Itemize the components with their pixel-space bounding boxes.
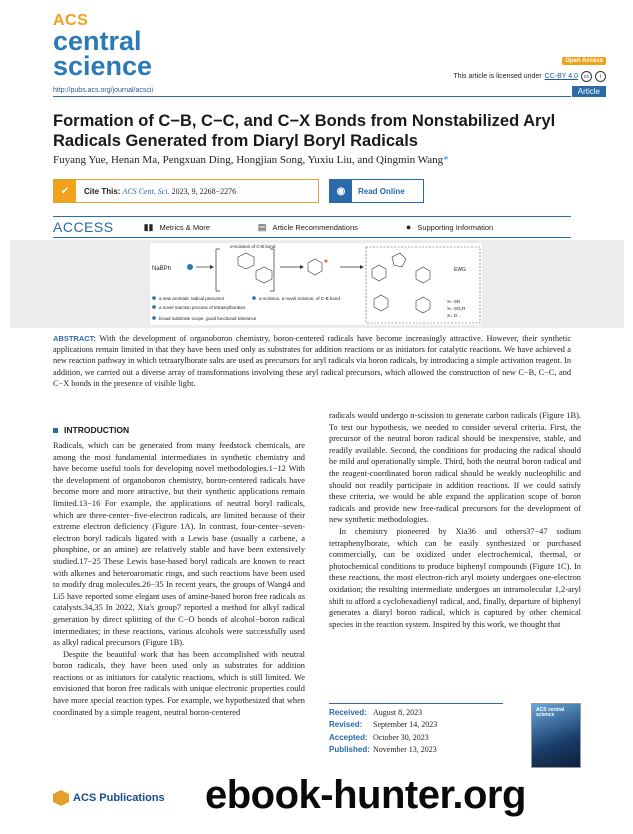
toc-bullet-3: a novel reaction process of tetraarylborates — [159, 305, 246, 310]
toc-bullet-dot — [252, 296, 256, 300]
toc-scheme — [150, 243, 482, 325]
toc-product-so2r: X= SO₂R — [447, 306, 466, 311]
cite-label: Cite This: — [84, 186, 121, 196]
cite-detail: 2023, 9, 2268−2276 — [171, 186, 237, 196]
toc-product-ewg: EWG — [454, 267, 466, 273]
abstract — [53, 333, 571, 389]
abstract-label: ABSTRACT: — [53, 334, 96, 343]
publication-dates — [329, 703, 503, 757]
authors-text: Fuyang Yue, Henan Ma, Pengxuan Ding, Hongjian Song, Yuxiu Liu, and Qingmin Wang — [53, 154, 444, 166]
toc-product-ring5 — [416, 297, 430, 313]
supporting-label: Supporting Information — [417, 222, 494, 232]
recommendations-label: Article Recommendations — [272, 222, 358, 232]
paragraph: radicals would undergo α-scission to generate carbon radicals (Figure 1B). To test our hypothesis, we needed to consider several criteria. First, the precursor of the neutral boron radical should be inexpensive, stable, and readily available. Second, the conditions for producing the radical should be mild and operationally simple. Third, both the neutral boron radical and the reagent-coordinated boron radical should be weakly nucleophilic and should not readily participate in addition reactions. If we could satisfy these criteria, we would be able expand the application scope of boron radicals and provide new free-radical precursors for the development of new synthetic methodologies. — [329, 411, 581, 525]
section-marker — [53, 428, 58, 433]
toc-bullet-4: broad substrate scope, good functional tolerance — [159, 316, 257, 321]
metrics-link[interactable] — [144, 222, 210, 233]
paragraph: Radicals, which can be generated from many feedstock chemicals, are among the most fundamental intermediates in synthetic chemistry and have become useful tools for developing novel methodologies.1−12 With the development of organoboron chemistry, boron-centered radicals have become more and more attractive, but their synthetic applications remain limited.13−16 For example, the applications of neutral boryl radicals, which are three-center−five-electron radicals, are limited because of their extreme electron deficiency (Figure 1A). In contrast, four-center−seven-electron boryl radicals ligated with a Lewis base (usually a carbene, a phosphine, or an amine) are relatively stable and have been extensively studied.17−25 These Lewis base-based boryl radicals are known to react with alkenes and heteroaromatic rings, and such reactions have been used to modify drug molecules.26−35 In recent years, the groups of Wang4 and Li5 have reported some elegant uses of amine-based boron free radicals as catalysts.34,35 In 2022, Xia's group7 reported a method for alkyl radical generation by direct splitting of the C−O bonds of alcohol−boron radical intermediates; in these reactions, various alcohols were successfully used as alkyl radical precursors (Figure 1B). — [53, 441, 305, 648]
abstract-text: With the development of organoboron chemistry, boron-centered radicals have become increasingly attractive. However, their synthetic applications remain limited in that they have been used only as substrates for addition reactions or as initiators for catalytic reactions. We have achieved a new reaction pathway in which tetraarylborate salts are used as precursors for aryl radicals via boron radicals, by introducing a simple activation reagent. In addition, we carried out a diverse array of transformations involving these aryl radical precursors, which allowed the construction of new C−B, C−C, and C−X bonds in the presence of visible light. — [53, 334, 571, 388]
toc-aryl-radical — [308, 259, 322, 275]
toc-bullet-2: α-scission, a novel scission, of C-B bond — [259, 296, 340, 301]
article-type-label: Article — [572, 86, 606, 97]
watermark: ebook-hunter.org — [205, 773, 526, 817]
recommendations-link[interactable] — [258, 222, 358, 233]
date-row: Published: November 13, 2023 — [329, 745, 437, 755]
journal-logo — [53, 12, 153, 81]
toc-ring1 — [238, 253, 254, 269]
toc-reagent: NaBPh — [152, 266, 172, 272]
corresponding-mark[interactable]: * — [443, 154, 449, 166]
cite-journal: ACS Cent. Sci. — [122, 186, 170, 196]
toc-alpha-label: α-scission of C-B bond — [230, 244, 276, 249]
publisher-name: ACS Publications — [73, 792, 165, 804]
license-link[interactable]: CC-BY 4.0 — [544, 73, 578, 80]
license-prefix: This article is licensed under — [453, 73, 542, 80]
section-heading — [53, 425, 129, 435]
metrics-label: Metrics & More — [159, 222, 210, 232]
toc-bullet-1: a new aromatic radical precursor — [159, 296, 225, 301]
body-column-left — [53, 440, 305, 718]
journal-url[interactable]: http://pubs.acs.org/journal/acscii — [53, 87, 153, 94]
toc-product-sr: X= SR — [447, 299, 461, 304]
journal-cover-thumbnail[interactable] — [531, 703, 581, 768]
toc-product-ring2 — [392, 253, 406, 267]
author-list — [53, 154, 449, 166]
si-icon: ● — [405, 222, 412, 232]
toc-products-box — [366, 247, 480, 323]
article-title: Formation of C−B, C−C, and C−X Bonds from Nonstabilized Aryl Radicals Generated from Diaryl Boryl Radicals — [53, 112, 556, 150]
paragraph: In chemistry pioneered by Xia36 and others37−47 sodium tetraphenylborate, which can be easily synthesized or purchased commercially, can be oxidized under electrochemical, thermal, or photochemical conditions to produce biphenyl compounds (Figure 1C). In these reactions, the most electron-rich aryl moiety undergoes one-electron oxidation; the resulting intermediate undergoes an intramolecular 1,2-aryl shift to afford a cyclohexadienyl radical, and, finally, departure of biphenyl generates a diaryl boron radical, which is captured by other chemical species in the reaction system. Inspired by this work, we thought that — [329, 526, 581, 629]
paragraph: Despite the beautiful work that has been accomplished with neutral boron radicals, they have been used only as substrates for addition reactions or as initiators for catalytic reactions, which is still limited. We envisioned that boron free radicals with unique electronic properties could have more special reaction types. For example, we hypothesized that when coordinated by a simple reagent, neutral boron-centered — [53, 649, 305, 717]
bar-chart-icon: ▮▮ — [143, 221, 154, 232]
date-row: Received: August 8, 2023 — [329, 708, 423, 717]
globe-icon: ◉ — [330, 180, 352, 202]
logo-central: central — [53, 25, 142, 56]
toc-reagent-dot — [187, 264, 193, 270]
toc-graphic — [150, 243, 482, 325]
header-rule — [53, 96, 571, 97]
toc-ring2 — [256, 267, 272, 283]
publisher-footer — [53, 790, 165, 806]
logo-acs: ACS — [53, 12, 89, 29]
cover-title: ACS central science — [536, 707, 565, 718]
toc-product-d: X= D... — [447, 313, 461, 318]
toc-bracket-left — [216, 249, 220, 291]
toc-bullet-dot — [152, 305, 156, 309]
cc-icon: cc — [581, 71, 592, 82]
toc-bullet-dot — [152, 316, 156, 320]
license-line — [453, 71, 606, 82]
document-icon: ▤ — [257, 221, 267, 232]
date-row: Revised: September 14, 2023 — [329, 720, 438, 730]
toc-product-ring4 — [374, 295, 388, 311]
toc-bullet-dot — [152, 296, 156, 300]
access-label: ACCESS — [53, 219, 114, 235]
cite-this-box[interactable] — [53, 179, 319, 203]
read-online-button[interactable] — [329, 179, 424, 203]
acs-hexagon-icon — [53, 790, 69, 806]
read-online-label: Read Online — [358, 186, 405, 196]
open-access-badge: Open Access — [562, 57, 606, 65]
toc-product-ring1 — [372, 265, 386, 281]
toc-radical-dot — [325, 260, 328, 263]
body-column-right — [329, 410, 581, 630]
check-icon: ✔ — [54, 180, 76, 202]
date-row: Accepted: October 30, 2023 — [329, 732, 429, 742]
by-icon: i — [595, 71, 606, 82]
supporting-info-link[interactable] — [406, 222, 493, 232]
toc-arrow3-head — [360, 265, 364, 269]
toc-product-ring3 — [416, 267, 430, 283]
toc-arrow1-head — [210, 265, 214, 269]
introduction-title: INTRODUCTION — [64, 425, 130, 435]
toc-arrow2-head — [300, 265, 304, 269]
logo-science: science — [53, 50, 153, 81]
access-bar — [53, 216, 571, 238]
